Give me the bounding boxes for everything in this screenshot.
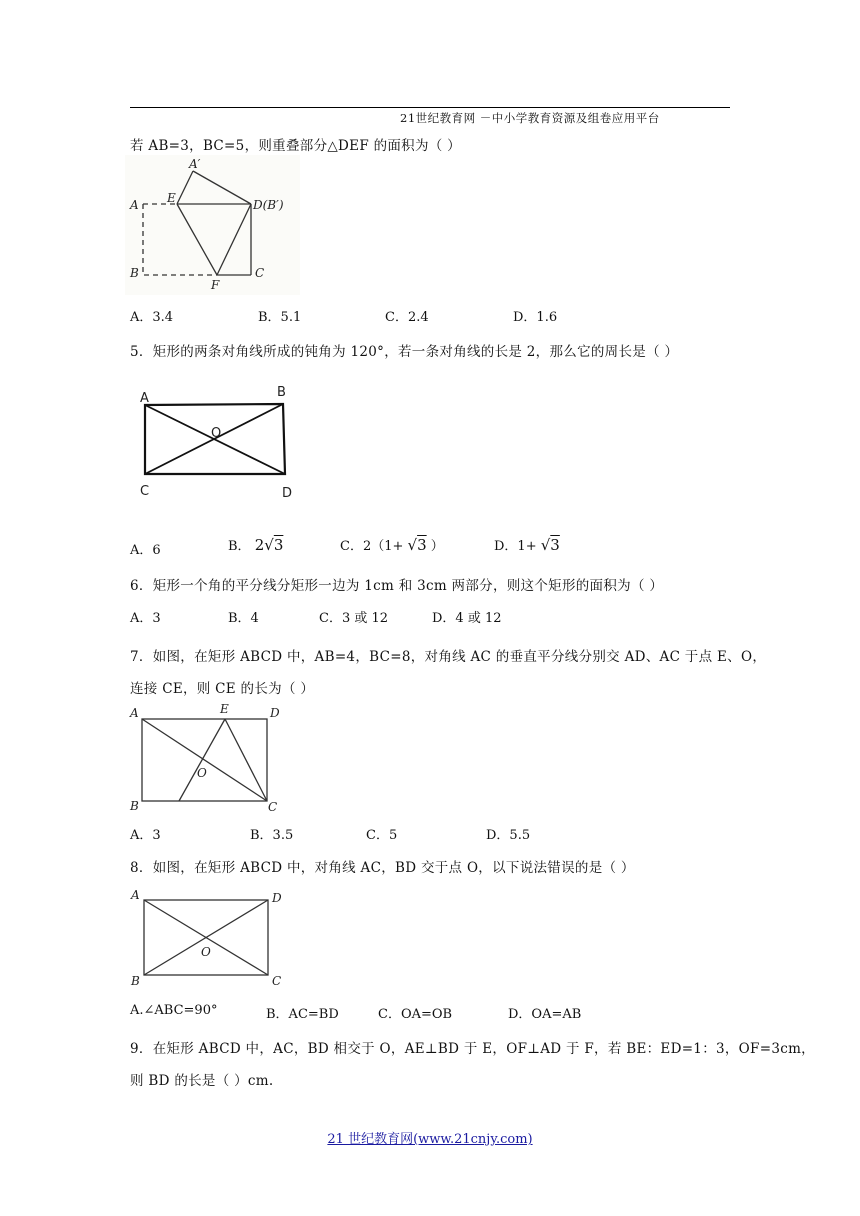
q4-label-f: F (211, 278, 220, 292)
q7-label-e: E (220, 702, 229, 716)
q4-label-d: D(B′) (253, 198, 284, 212)
q4-label-e: E (167, 191, 176, 205)
q8-option-b: B．AC=BD (266, 1007, 339, 1022)
q7-option-b: B．3.5 (250, 828, 294, 843)
q8-label-d: D (272, 891, 282, 905)
q7-option-c: C．5 (366, 828, 398, 843)
q5-figure (130, 378, 310, 503)
q5-option-a: A．6 (130, 543, 161, 558)
q5-option-b-math: 2√3 (254, 536, 284, 554)
q5-option-b-coef: 2 (254, 536, 265, 554)
q7-option-d: D．5.5 (486, 828, 531, 843)
q7-option-a: A．3 (130, 828, 161, 843)
q5-text: 5．矩形的两条对角线所成的钝角为 120°，若一条对角线的长是 2，那么它的周长是（ ） (130, 344, 679, 360)
q6-option-a: A．3 (130, 611, 161, 626)
q5-label-d: D (282, 486, 293, 501)
footer-link[interactable]: 21 世纪教育网(www.21cnjy.com) (327, 1132, 533, 1147)
q8-label-o: O (201, 945, 211, 959)
q9-text-line2: 则 BD 的长是（ ）cm. (130, 1073, 274, 1089)
q7-figure (126, 700, 296, 815)
q6-option-d: D．4 或 12 (432, 611, 502, 626)
q8-option-d: D．OA=AB (508, 1007, 582, 1022)
q7-segment-ce (225, 719, 267, 801)
q4-label-a: A (130, 198, 139, 212)
q5-option-c-prefix: C．2（1+ (340, 539, 404, 554)
q5-option-c-math: √3 (407, 536, 427, 554)
q7-diagonal-ac (142, 719, 267, 801)
q7-perp-bisector (179, 719, 225, 801)
q7-label-a: A (130, 706, 139, 720)
q8-text: 8．如图，在矩形 ABCD 中，对角线 AC，BD 交于点 O，以下说法错误的是（ ） (130, 860, 635, 876)
q4-label-a1: A′ (189, 157, 201, 171)
q8-label-c: C (272, 974, 282, 988)
q5-option-d-math: √3 (540, 536, 560, 554)
q8-figure (126, 882, 296, 992)
q7-label-d: D (270, 706, 280, 720)
q7-label-c: C (268, 800, 278, 814)
q4-option-a: A．3.4 (130, 310, 174, 325)
q6-option-c: C．3 或 12 (319, 611, 389, 626)
q8-label-b: B (131, 974, 140, 988)
q7-text-line2: 连接 CE，则 CE 的长为（ ） (130, 681, 315, 697)
q7-label-o: O (197, 766, 207, 780)
q8-label-a: A (131, 888, 140, 902)
header-text: 21世纪教育网 －中小学教育资源及组卷应用平台 (400, 111, 660, 125)
q6-text: 6．矩形一个角的平分线分矩形一边为 1cm 和 3cm 两部分，则这个矩形的面积为（ ） (130, 578, 664, 594)
q4-option-c: C．2.4 (385, 310, 429, 325)
q4-label-b: B (130, 266, 139, 280)
q5-label-b: B (277, 385, 286, 400)
q7-text-line1: 7．如图，在矩形 ABCD 中，AB=4，BC=8，对角线 AC 的垂直平分线分别交 AD、AC 于点 E、O， (130, 649, 767, 665)
q9-text-line1: 9．在矩形 ABCD 中，AC，BD 相交于 O，AE⊥BD 于 E，OF⊥AD 于 F，若 BE：ED=1：3，OF=3cm， (130, 1041, 815, 1057)
q5-option-d-prefix: D．1+ (494, 539, 537, 554)
q5-option-c-suffix: ） (430, 539, 444, 554)
q4-option-b: B．5.1 (258, 310, 302, 325)
q5-option-b-prefix: B． (228, 539, 251, 554)
q6-option-b: B．4 (228, 611, 259, 626)
q8-option-c: C．OA=OB (378, 1007, 453, 1022)
q4-figure-bg (125, 155, 300, 295)
q4-figure (125, 155, 300, 295)
q5-option-c-radicand: 3 (417, 536, 427, 554)
q8-option-a: A.∠ABC=90° (130, 1003, 218, 1018)
q5-option-c (340, 535, 444, 554)
q5-label-o: O (211, 426, 222, 441)
q5-label-a: A (140, 391, 149, 406)
q5-option-b (228, 535, 283, 554)
q4-text: 若 AB=3，BC=5，则重叠部分△DEF 的面积为（ ） (130, 138, 461, 154)
q5-option-b-radicand: 3 (273, 536, 284, 554)
q5-option-d-radicand: 3 (550, 536, 560, 554)
q4-label-c: C (255, 266, 265, 280)
q4-option-d: D．1.6 (513, 310, 558, 325)
q5-label-c: C (140, 484, 150, 499)
q7-label-b: B (130, 799, 139, 813)
header-rule (130, 107, 730, 108)
q5-option-d (494, 535, 560, 554)
